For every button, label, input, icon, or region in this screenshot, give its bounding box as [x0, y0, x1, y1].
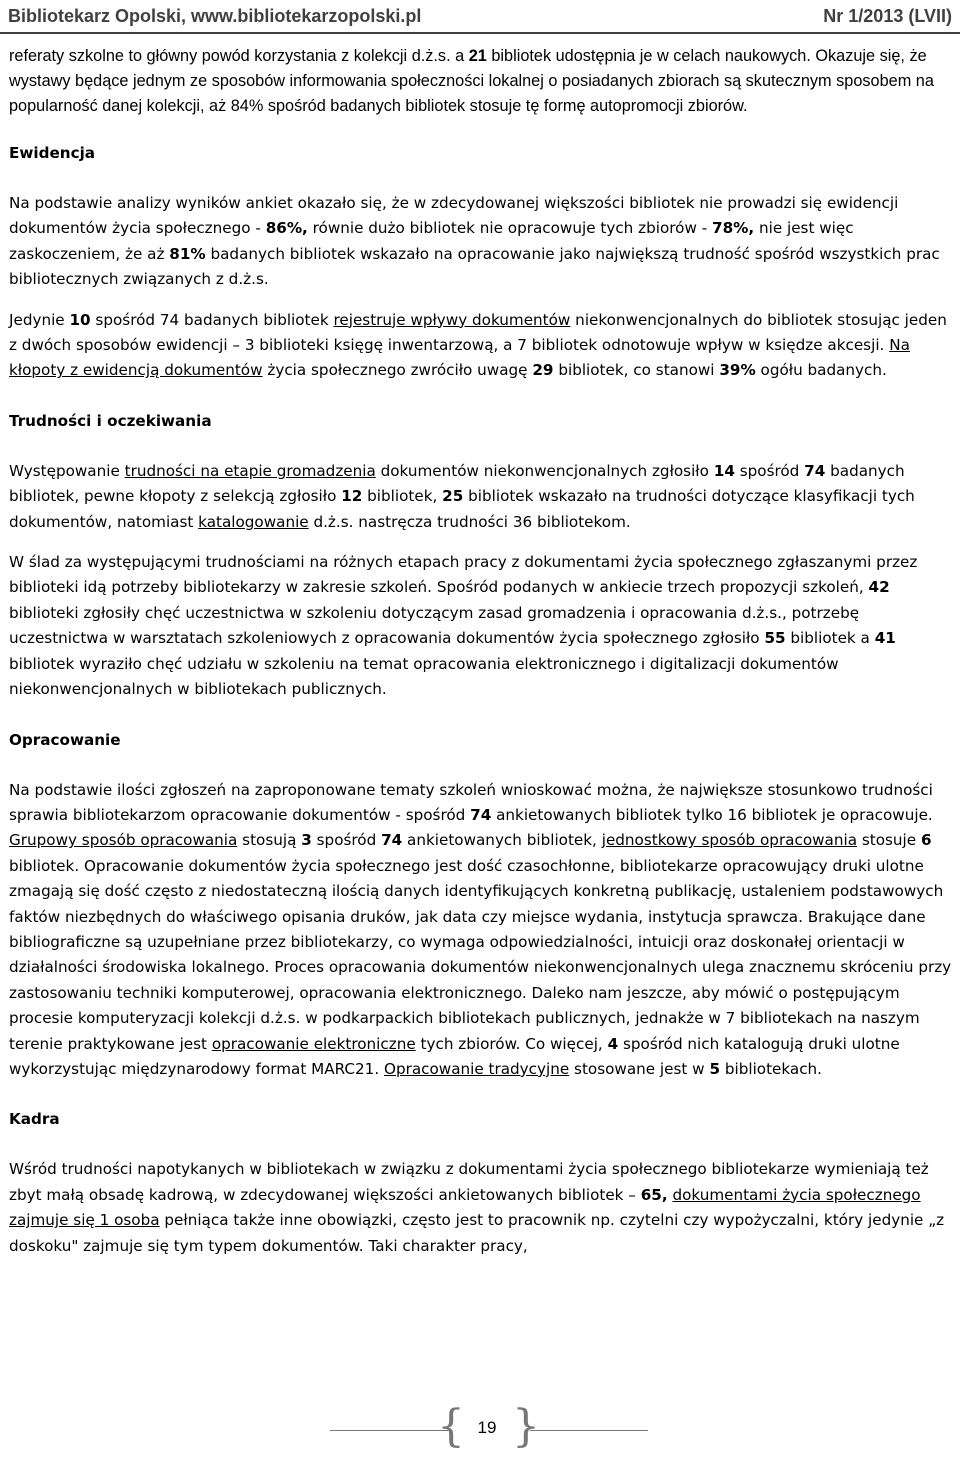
text-run: Wśród trudności napotykanych w bibliotekach w związku z dokumentami życia społecznego bibliotekarze wymieniają też zbyt małą obsadę kadrową, w zdecydowanej większości ankietowanych bibliotek – — [9, 1160, 929, 1204]
text-run: badanych bibliotek wskazało na opracowanie jako największą trudność spośród wszystkich prac bibliotecznych związanych z d.ż.s. — [9, 244, 940, 289]
text-run: bibliotek wskazało na trudności dotyczące klasyfikacji tych dokumentów, natomiast — [9, 487, 915, 531]
page-footer — [0, 1400, 960, 1460]
bold-number: 39% — [719, 361, 756, 380]
text-run: Na podstawie ilości zgłoszeń na zaproponowane tematy szkoleń wnioskować można, że największe stosunkowo trudności sprawia bibliotekarzom opracowanie dokumentów - spośród — [9, 780, 933, 824]
text-run: bibliotekach. — [720, 1059, 823, 1078]
text-run: stosują — [237, 831, 302, 850]
section-heading-trudnosci: Trudności i oczekiwania — [9, 411, 212, 430]
text-run: Na podstawie analizy wyników ankiet okazało się, że w zdecydowanej większości bibliotek nie prowadzi się ewidencji dokumentów życia społecznego - — [9, 194, 899, 238]
bold-number: 74 — [470, 805, 492, 824]
text-run: niekonwencjonalnych do bibliotek stosując jeden z dwóch sposobów ewidencji – 3 biblioteki księgę inwentarzową, a 7 bibliotek odnotowuje wpływ w księdze akcesji. — [9, 310, 947, 355]
kadra-paragraph-1 — [9, 1157, 953, 1259]
main-text — [9, 141, 953, 1259]
bold-number: 14 — [713, 461, 735, 480]
footer-rule-left — [330, 1430, 448, 1431]
underlined-phrase: opracowanie elektroniczne — [211, 1034, 416, 1053]
bold-number: 3 — [301, 831, 312, 850]
underlined-phrase: jednostkowy sposób opracowania — [601, 831, 858, 850]
header-publication-title: Bibliotekarz Opolski, www.bibliotekarzopolski.pl — [8, 6, 422, 26]
text-run: tych zbiorów. Co więcej, — [415, 1034, 608, 1053]
trudnosci-paragraph-2 — [9, 550, 953, 702]
text-run: W ślad za występującymi trudnościami na różnych etapach pracy z dokumentami życia społecznego zgłaszanymi przez biblioteki idą potrzeby bibliotekarzy w zakresie szkoleń. Spośród podanych w ankiecie trzech propozycji szkoleń, — [9, 553, 918, 597]
underlined-phrase: rejestruje wpływy dokumentów — [333, 310, 571, 329]
underlined-phrase: dokumentami życia społecznego zajmuje się 1 osoba — [9, 1185, 921, 1230]
text-run: spośród nich katalogują druki ulotne wykorzystując międzynarodowy format MARC21. — [9, 1034, 900, 1078]
text-run: nie jest więc zaskoczeniem, że aż — [9, 219, 854, 263]
text-run: równie dużo bibliotek nie opracowuje tych zbiorów - — [307, 219, 713, 238]
text-run: Jedynie — [9, 310, 70, 329]
text-run: d.ż.s. nastręcza trudności 36 bibliotekom. — [308, 512, 631, 531]
text-run: spośród — [734, 461, 805, 480]
text-run: referaty szkolne to główny powód korzystania z kolekcji d.ż.s. a — [9, 47, 469, 65]
right-brace-ornament: } — [512, 1401, 540, 1452]
underlined-phrase: Na kłopoty z ewidencją dokumentów — [9, 336, 910, 380]
bold-number: 5 — [709, 1059, 721, 1078]
text-run: biblioteki zgłosiły chęć uczestnictwa w szkoleniu dotyczącym zasad gromadzenia i opracowania d.ż.s., potrzebę uczestnictwa w warsztatach szkoleniowych z opracowania dokumentów życia społecznego zgłosiło — [9, 603, 860, 648]
text-run: bibliotek, — [362, 487, 443, 506]
text-run: bibliotek, co stanowi — [553, 361, 720, 380]
bold-number: 29 — [532, 361, 554, 380]
page-number: 19 — [477, 1418, 497, 1437]
bold-number: 55 — [764, 629, 786, 648]
underlined-phrase: katalogowanie — [198, 512, 309, 531]
article-body — [9, 44, 953, 1274]
text-run: dokumentów niekonwencjonalnych zgłosiło — [375, 461, 714, 480]
intro-paragraph — [9, 44, 953, 119]
text-run: ankietowanych bibliotek tylko 16 bibliotek je opracowuje. — [491, 805, 933, 824]
text-run: bibliotek. Opracowanie dokumentów życia społecznego jest dość czasochłonne, bibliotekarze opracowujący druki ulotne zmagają się dość często z niedostateczną ilością danych identyfikujących konkretną publikację, ustaleniem podstawowych faktów niezbędnych do właściwego opisania druków, jak data czy miejsce wydania, instytucja sprawcza. Brakujące dane bibliograficzne są uzupełniane przez bibliotekarzy, co wymaga odpowiedzialności, intuicji oraz doskonałej orientacji w działalności środowiska lokalnego. Proces opracowania dokumentów niekonwencjonalnych ulega znacznemu skróceniu przy zastosowaniu techniki komputerowej, opracowania elektronicznego. Daleko nam jeszcze, aby mówić o postępującym procesie komputeryzacji kolekcji d.ż.s. w podkarpackich bibliotekach publicznych, jednakże w 7 bibliotekach na naszym terenie praktykowane jest — [9, 856, 952, 1053]
text-run: Występowanie — [9, 461, 125, 480]
bold-number: 25 — [442, 487, 464, 506]
bold-number: 65, — [640, 1185, 668, 1204]
section-heading-kadra: Kadra — [9, 1110, 60, 1129]
header-rule — [0, 32, 960, 34]
text-run: bibliotek wyraziło chęć udziału w szkoleniu na temat opracowania elektronicznego i digitalizacji dokumentów niekonwencjonalnych w bibliotekach publicznych. — [9, 654, 839, 699]
ewidencja-paragraph-1 — [9, 191, 953, 293]
ewidencja-paragraph-2 — [9, 308, 953, 384]
bold-number: 21 — [468, 47, 487, 65]
bold-number: 78%, — [712, 219, 755, 238]
bold-number: 74 — [804, 461, 826, 480]
bold-number: 86%, — [265, 219, 308, 238]
opracowanie-paragraph-1 — [9, 778, 953, 1083]
text-run: badanych bibliotek, pewne kłopoty z selekcją zgłosiło — [9, 461, 905, 506]
section-heading-ewidencja: Ewidencja — [9, 144, 96, 162]
underlined-phrase: Grupowy sposób opracowania — [9, 831, 238, 850]
text-run: ogółu badanych. — [755, 361, 887, 380]
text-run: spośród 74 badanych bibliotek — [90, 310, 334, 329]
bold-number: 12 — [341, 487, 363, 506]
bold-number: 4 — [607, 1034, 619, 1053]
text-run: stosowane jest w — [569, 1059, 710, 1078]
footer-rule-right — [530, 1430, 648, 1431]
text-run: bibliotek a — [785, 629, 875, 648]
bold-number: 41 — [874, 629, 896, 648]
bold-number: 74 — [381, 831, 403, 850]
trudnosci-paragraph-1 — [9, 459, 953, 535]
text-run: życia społecznego zwróciło uwagę — [262, 361, 533, 380]
bold-number: 6 — [920, 831, 932, 850]
underlined-phrase: Opracowanie tradycyjne — [384, 1059, 570, 1078]
text-run: ankietowanych bibliotek, — [402, 831, 602, 850]
text-run: stosuje — [857, 831, 921, 850]
text-run: bibliotek udostępnia je w celach naukowych. Okazuje się, że wystawy będące jednym ze sposobów informowania społeczności lokalnej o posiadanych zbiorach są skutecznym sposobem na popularność danej kolekcji, aż 84% spośród badanych bibliotek stosuje tę formę autopromocji zbiorów. — [9, 47, 934, 115]
bold-number: 10 — [69, 310, 91, 329]
bold-number: 81% — [169, 244, 206, 263]
text-run: spośród — [311, 831, 382, 850]
underlined-phrase: trudności na etapie gromadzenia — [124, 461, 376, 480]
text-run: pełniąca także inne obowiązki, często jest to pracownik np. czytelni czy wypożyczalni, który jedynie „z doskoku" zajmuje się tym typem dokumentów. Taki charakter pracy, — [9, 1211, 945, 1255]
left-brace-ornament: { — [437, 1401, 465, 1452]
header-issue-number: Nr 1/2013 (LVII) — [823, 6, 952, 26]
section-heading-opracowanie: Opracowanie — [9, 730, 121, 749]
page-header — [0, 0, 960, 36]
bold-number: 42 — [868, 578, 890, 597]
